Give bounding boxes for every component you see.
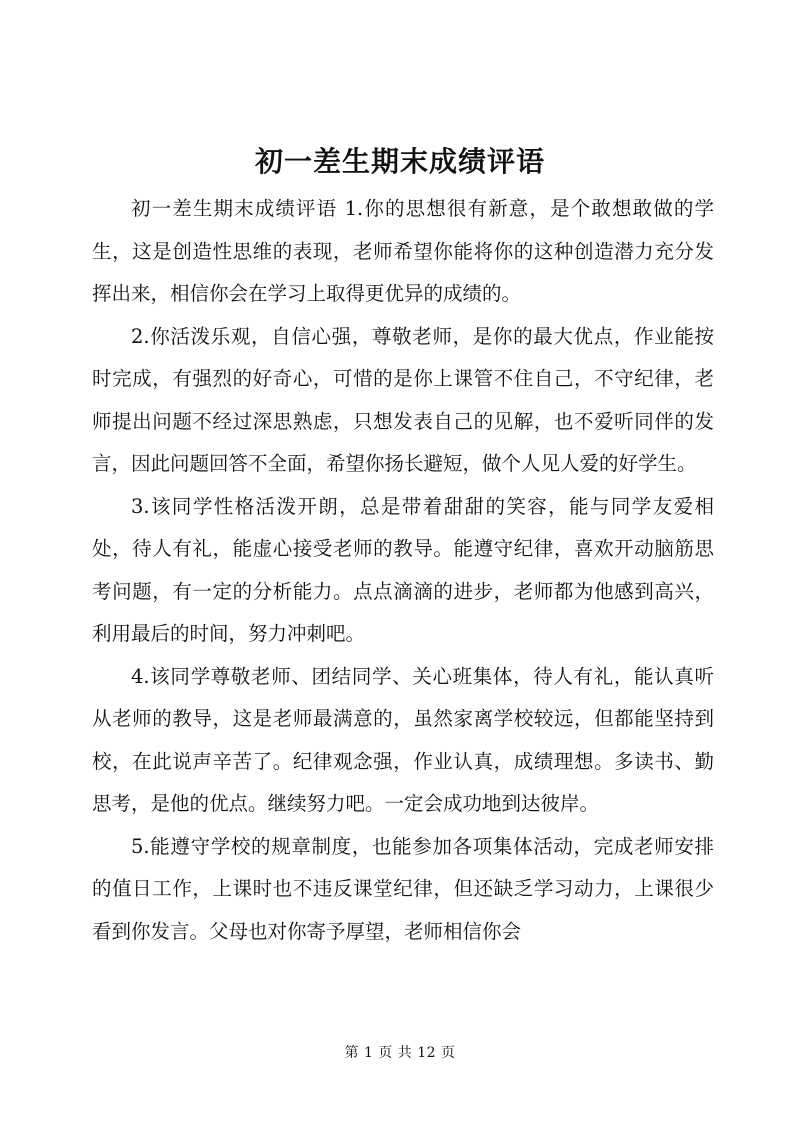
- paragraph-4: 4.该同学尊敬老师、团结同学、关心班集体，待人有礼，能认真听从老师的教导，这是老师最满意的，虽然家离学校较远，但都能坚持到校，在此说声辛苦了。纪律观念强，作业认真，成绩理想。多读书、勤思考，是他的优点。继续努力吧。一定会成功地到达彼岸。: [92, 664, 714, 815]
- paragraph-3: 3.该同学性格活泼开朗，总是带着甜甜的笑容，能与同学友爱相处，待人有礼，能虚心接受老师的教导。能遵守纪律，喜欢开动脑筋思考问题，有一定的分析能力。点点滴滴的进步，老师都为他感到高兴，利用最后的时间，努力冲刺吧。: [92, 494, 714, 645]
- document-body: [92, 188, 714, 953]
- paragraph-5: 5.能遵守学校的规章制度，也能参加各项集体活动，完成老师安排的值日工作，上课时也不违反课堂纪律，但还缺乏学习动力，上课很少看到你发言。父母也对你寄予厚望，老师相信你会: [92, 834, 714, 943]
- paragraph-2: 2.你活泼乐观，自信心强，尊敬老师，是你的最大优点，作业能按时完成，有强烈的好奇心，可惜的是你上课管不住自己，不守纪律，老师提出问题不经过深思熟虑，只想发表自己的见解，也不爱听同伴的发言，因此问题回答不全面，希望你扬长避短，做个人见人爱的好学生。: [92, 324, 714, 475]
- document-title: 初一差生期末成绩评语: [254, 145, 545, 178]
- page-footer: 第 1 页 共 12 页: [344, 1045, 456, 1061]
- paragraph-1: 初一差生期末成绩评语 1.你的思想很有新意，是个敢想敢做的学生，这是创造性思维的表现，老师希望你能将你的这种创造潜力充分发挥出来，相信你会在学习上取得更优异的成绩的。: [92, 197, 714, 305]
